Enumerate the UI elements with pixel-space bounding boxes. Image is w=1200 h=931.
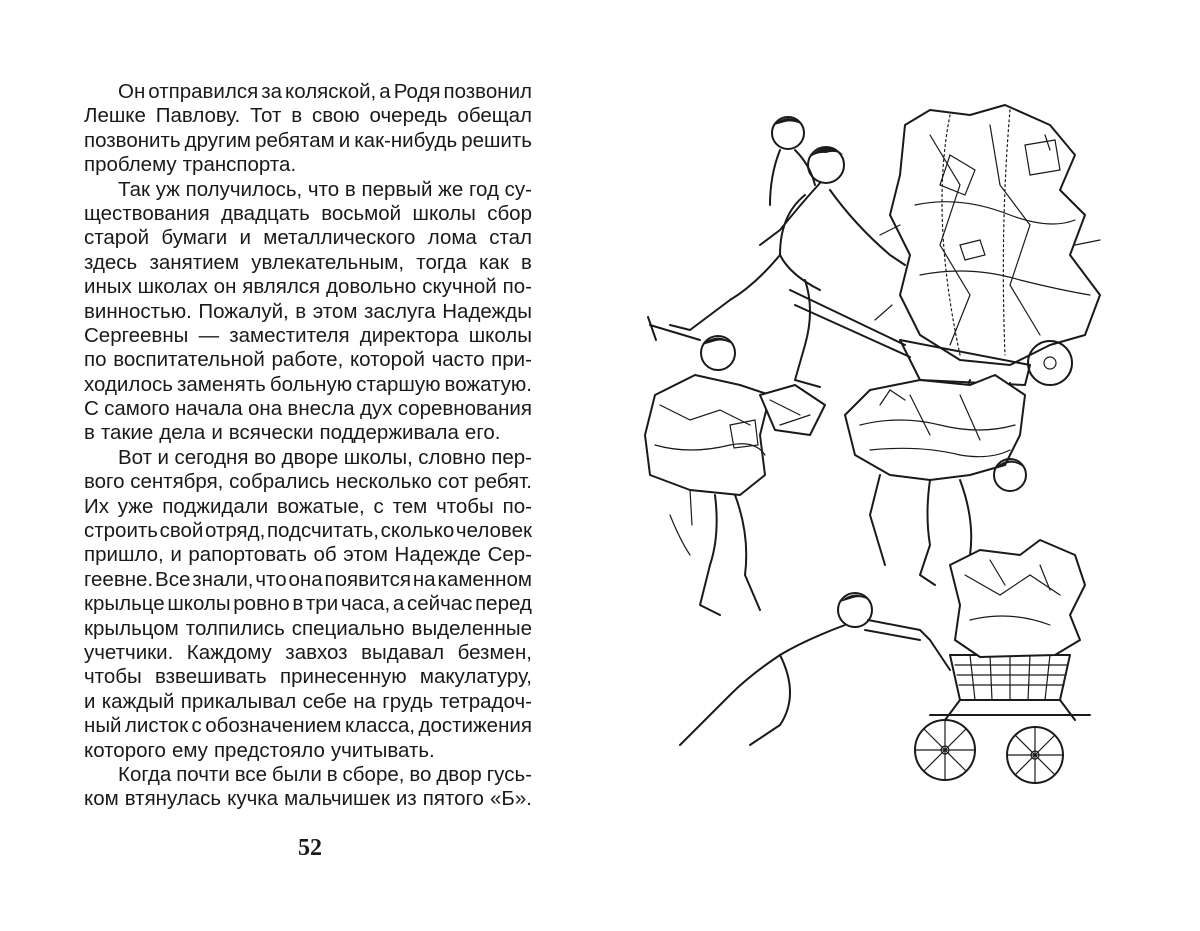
word: Павлову. bbox=[155, 104, 241, 128]
text-line bbox=[84, 739, 532, 763]
word: тем bbox=[392, 494, 428, 518]
word: пятого bbox=[422, 787, 484, 811]
word: больную bbox=[269, 372, 353, 396]
word: иных bbox=[84, 275, 132, 299]
word: и bbox=[157, 445, 169, 469]
text-column bbox=[84, 80, 532, 812]
word: год bbox=[468, 177, 499, 201]
word: в bbox=[326, 762, 338, 786]
word: каменном bbox=[437, 567, 532, 591]
word: ществования bbox=[84, 201, 210, 225]
word: чтобы bbox=[84, 665, 142, 689]
word: втянулась bbox=[124, 787, 222, 811]
text-line bbox=[84, 104, 532, 128]
word: вожатые, bbox=[277, 494, 365, 518]
word: ровно bbox=[233, 592, 290, 616]
word: словно bbox=[418, 445, 486, 469]
word: сборе, bbox=[342, 762, 405, 786]
word: самого bbox=[104, 397, 170, 421]
text-line bbox=[84, 568, 532, 592]
word: получилось, bbox=[185, 177, 303, 201]
word: С bbox=[84, 397, 99, 421]
word: директора bbox=[359, 323, 459, 347]
word: позвонил bbox=[443, 80, 532, 103]
text-line bbox=[84, 153, 532, 177]
word: заместителя bbox=[229, 323, 350, 347]
word: школы bbox=[412, 201, 476, 225]
text-line bbox=[84, 251, 532, 275]
word: учетчики. bbox=[84, 640, 174, 664]
word: во bbox=[409, 762, 432, 786]
word: сбор bbox=[487, 201, 532, 225]
word: и bbox=[170, 543, 182, 567]
word: дух bbox=[359, 397, 393, 421]
text-line bbox=[84, 592, 532, 616]
word: сейчас bbox=[406, 592, 473, 616]
word: достижения bbox=[418, 714, 532, 738]
text-line bbox=[84, 226, 532, 250]
word: сколько bbox=[380, 519, 455, 543]
word: уже bbox=[117, 494, 154, 518]
word: листок bbox=[124, 714, 189, 738]
text-line bbox=[84, 373, 532, 397]
word: сентября, bbox=[130, 470, 224, 494]
word: по- bbox=[502, 275, 532, 299]
text-line bbox=[84, 129, 532, 153]
text-line bbox=[84, 324, 532, 348]
word: винностью. bbox=[84, 299, 192, 323]
word: а bbox=[392, 592, 405, 616]
word: Сергеевны bbox=[84, 323, 189, 347]
word: учитывать. bbox=[330, 738, 435, 762]
word: обозначением bbox=[205, 714, 342, 738]
word: и bbox=[84, 689, 96, 713]
word: в bbox=[292, 592, 304, 616]
word: три bbox=[305, 592, 339, 616]
word: на bbox=[412, 567, 436, 591]
word: сегодня bbox=[174, 445, 249, 469]
word: занятием bbox=[149, 250, 240, 274]
word: ребят. bbox=[474, 470, 532, 494]
word: из bbox=[395, 787, 417, 811]
word: при- bbox=[491, 348, 532, 372]
word: знали, bbox=[192, 567, 254, 591]
word: обещал bbox=[457, 104, 532, 128]
word: здесь bbox=[84, 250, 138, 274]
word: Их bbox=[84, 494, 109, 518]
word: рапортовать bbox=[188, 543, 307, 567]
word: прикалывал bbox=[180, 689, 297, 713]
word: решить bbox=[461, 128, 532, 152]
word: старой bbox=[84, 226, 150, 250]
text-line bbox=[84, 80, 532, 104]
word: ребятам bbox=[255, 128, 335, 152]
word: геевне. bbox=[84, 567, 154, 591]
word: заслуга bbox=[363, 299, 436, 323]
boy-pulling-pram bbox=[680, 540, 1090, 783]
word: первый bbox=[361, 177, 433, 201]
word: бумаги bbox=[161, 226, 228, 250]
word: вожатую. bbox=[444, 372, 532, 396]
text-line bbox=[84, 519, 532, 543]
word: довольно bbox=[326, 275, 417, 299]
text-line bbox=[84, 397, 532, 421]
word: по- bbox=[502, 494, 532, 518]
word: свой bbox=[159, 519, 204, 543]
word: начала bbox=[174, 397, 243, 421]
word: коляской, bbox=[285, 80, 377, 103]
text-line bbox=[84, 665, 532, 689]
word: проблему bbox=[84, 153, 177, 177]
word: сот bbox=[437, 470, 469, 494]
word: взвешивать bbox=[155, 665, 267, 689]
word: кучка bbox=[227, 787, 279, 811]
text-line bbox=[84, 690, 532, 714]
word: она bbox=[248, 397, 283, 421]
word: как bbox=[479, 250, 509, 274]
word: которого bbox=[84, 738, 166, 762]
word: ком bbox=[84, 787, 119, 811]
word: дела bbox=[159, 421, 206, 445]
word: Сер- bbox=[487, 543, 532, 567]
word: отправился bbox=[148, 80, 259, 103]
word: были bbox=[271, 762, 322, 786]
word: и bbox=[338, 128, 351, 152]
word: позвонить bbox=[84, 128, 181, 152]
word: подсчитать, bbox=[266, 519, 379, 543]
text-line bbox=[84, 641, 532, 665]
word: крыльцом bbox=[84, 616, 179, 640]
word: часа, bbox=[340, 592, 391, 616]
word: макулатуру, bbox=[419, 665, 532, 689]
word: с bbox=[373, 494, 384, 518]
word: стал bbox=[489, 226, 532, 250]
word: пер- bbox=[491, 445, 532, 469]
text-line bbox=[84, 300, 532, 324]
word: поджидали bbox=[162, 494, 269, 518]
text-line bbox=[84, 495, 532, 519]
text-line bbox=[84, 178, 532, 202]
word: транспорта. bbox=[182, 153, 297, 177]
word: же bbox=[438, 177, 464, 201]
word: по bbox=[84, 348, 107, 372]
word: Так bbox=[118, 177, 150, 201]
wheelbarrow-group bbox=[648, 105, 1100, 405]
word: двадцать bbox=[221, 201, 310, 225]
word: школы bbox=[167, 592, 231, 616]
word: металлического bbox=[263, 226, 416, 250]
word: часто bbox=[431, 348, 485, 372]
word: во bbox=[253, 445, 276, 469]
boy-with-bundle bbox=[645, 336, 825, 615]
word: заменять bbox=[176, 372, 266, 396]
word: все bbox=[234, 762, 267, 786]
word: Надежде bbox=[394, 543, 481, 567]
word: работе, bbox=[271, 348, 344, 372]
word: она bbox=[288, 567, 323, 591]
word: всячески bbox=[228, 421, 314, 445]
text-line bbox=[84, 617, 532, 641]
word: каждый bbox=[101, 689, 175, 713]
word: поддерживала bbox=[319, 421, 459, 445]
word: его. bbox=[464, 421, 501, 445]
word: себе bbox=[302, 689, 347, 713]
word: школах bbox=[137, 275, 208, 299]
word: тетрадоч- bbox=[439, 689, 532, 713]
word: школы bbox=[468, 323, 532, 347]
text-line bbox=[84, 543, 532, 567]
word: этом bbox=[343, 543, 388, 567]
word: скучной bbox=[422, 275, 497, 299]
word: являлся bbox=[242, 275, 321, 299]
word: школы, bbox=[343, 445, 413, 469]
word: Он bbox=[118, 80, 146, 103]
word: перед bbox=[475, 592, 532, 616]
word: в bbox=[344, 177, 356, 201]
word: а bbox=[379, 80, 391, 103]
word: появится bbox=[324, 567, 411, 591]
word: мальчишек bbox=[284, 787, 390, 811]
text-line bbox=[84, 275, 532, 299]
word: в bbox=[291, 104, 303, 128]
text-line bbox=[84, 348, 532, 372]
word: как-нибудь bbox=[354, 128, 458, 152]
word: воспитательной bbox=[113, 348, 265, 372]
word: которой bbox=[349, 348, 425, 372]
page-number: 52 bbox=[298, 835, 322, 861]
word: грудь bbox=[382, 689, 434, 713]
text-line bbox=[84, 470, 532, 494]
word: чтобы bbox=[436, 494, 494, 518]
word: строить bbox=[84, 519, 158, 543]
text-line bbox=[84, 446, 532, 470]
word: что bbox=[307, 177, 340, 201]
word: Вот bbox=[118, 445, 153, 469]
word: — bbox=[198, 323, 220, 347]
word: Когда bbox=[118, 762, 172, 786]
word: с bbox=[191, 714, 202, 738]
word: Лешке bbox=[84, 104, 146, 128]
word: специально bbox=[291, 616, 405, 640]
word: и bbox=[211, 421, 223, 445]
word: в bbox=[295, 299, 307, 323]
word: человек bbox=[455, 519, 532, 543]
word: восьмой bbox=[321, 201, 402, 225]
word: Тот bbox=[250, 104, 282, 128]
word: выдавал bbox=[361, 640, 445, 664]
word: класса, bbox=[344, 714, 416, 738]
word: за bbox=[261, 80, 283, 103]
word: другим bbox=[184, 128, 252, 152]
word: двор bbox=[436, 762, 482, 786]
word: очередь bbox=[369, 104, 448, 128]
word: несколько bbox=[335, 470, 432, 494]
word: отряд, bbox=[205, 519, 266, 543]
word: он bbox=[213, 275, 237, 299]
word: Надежды bbox=[442, 299, 532, 323]
word: об bbox=[313, 543, 337, 567]
word: безмен, bbox=[457, 640, 532, 664]
word: в bbox=[84, 421, 95, 445]
word: ходилось bbox=[84, 372, 173, 396]
word: су- bbox=[504, 177, 532, 201]
word: выделенные bbox=[411, 616, 532, 640]
word: Все bbox=[155, 567, 191, 591]
word: собрались bbox=[229, 470, 330, 494]
word: и bbox=[239, 226, 251, 250]
word: предстояло bbox=[213, 738, 325, 762]
word: принесенную bbox=[279, 665, 407, 689]
word: ему bbox=[171, 738, 208, 762]
text-line bbox=[84, 714, 532, 738]
word: Каждому bbox=[186, 640, 272, 664]
word: ный bbox=[84, 714, 122, 738]
word: пришло, bbox=[84, 543, 164, 567]
word: что bbox=[255, 567, 287, 591]
word: толпились bbox=[185, 616, 285, 640]
text-line bbox=[84, 421, 532, 445]
word: дворе bbox=[281, 445, 339, 469]
word: почти bbox=[176, 762, 230, 786]
word: Родя bbox=[393, 80, 441, 103]
text-line bbox=[84, 787, 532, 811]
text-line bbox=[84, 763, 532, 787]
word: гусь- bbox=[486, 762, 532, 786]
word: свою bbox=[311, 104, 360, 128]
text-line bbox=[84, 202, 532, 226]
word: уж bbox=[155, 177, 180, 201]
word: завхоз bbox=[285, 640, 348, 664]
word: тогда bbox=[416, 250, 467, 274]
word: увлекательным, bbox=[251, 250, 405, 274]
word: такие bbox=[100, 421, 154, 445]
word: на bbox=[353, 689, 376, 713]
illustration-children-carrying-scrap-paper bbox=[630, 95, 1130, 795]
word: в bbox=[521, 250, 532, 274]
word: лома bbox=[427, 226, 477, 250]
word: Пожалуй, bbox=[198, 299, 289, 323]
word: этом bbox=[312, 299, 358, 323]
word: соревнования bbox=[397, 397, 532, 421]
word: крыльце bbox=[84, 592, 165, 616]
word: старшую bbox=[356, 372, 441, 396]
word: вого bbox=[84, 470, 125, 494]
word: «Б». bbox=[489, 787, 532, 811]
word: внесла bbox=[287, 397, 355, 421]
